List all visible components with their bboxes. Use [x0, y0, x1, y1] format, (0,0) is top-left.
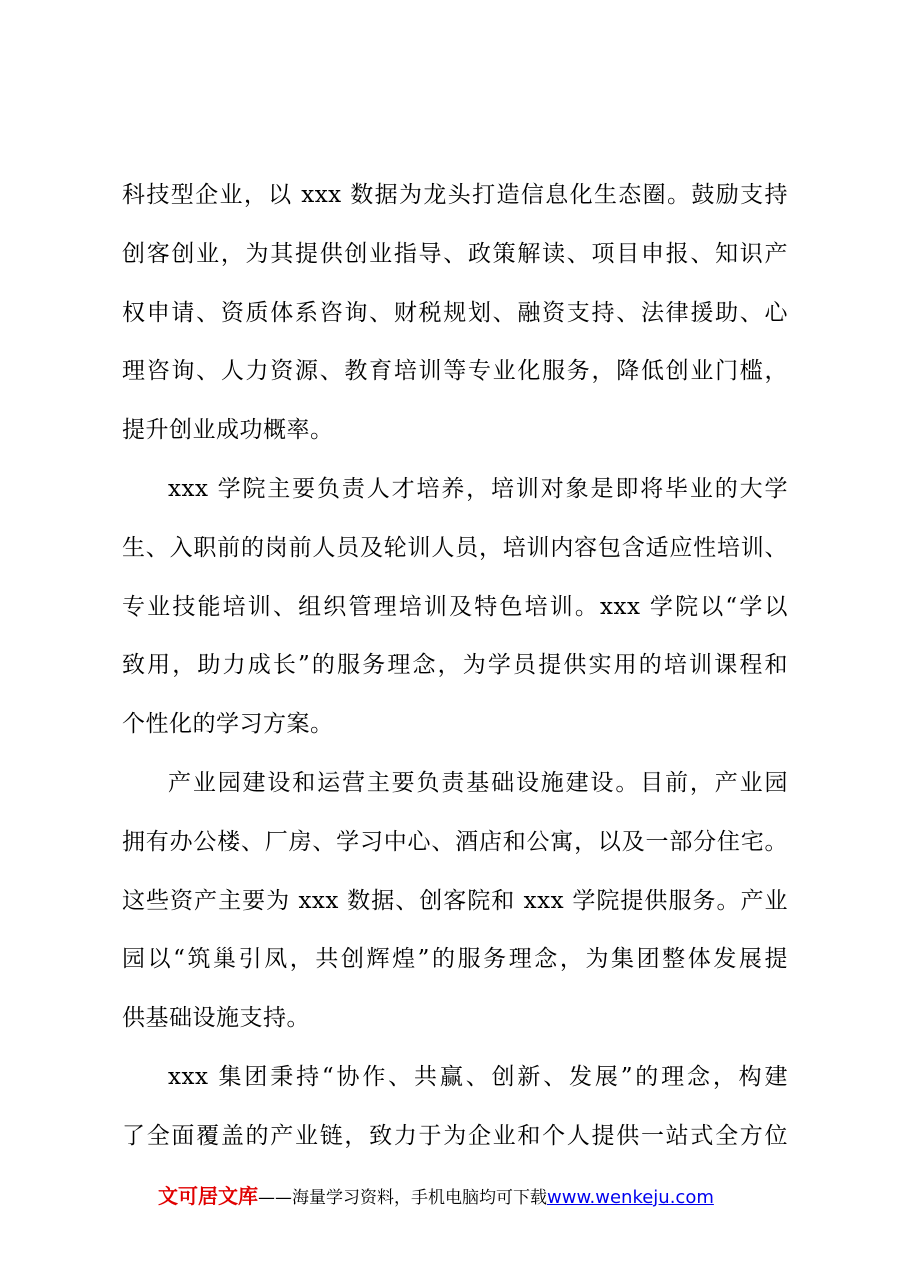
text-line: xxx 学院主要负责人才培养，培训对象是即将毕业的大学	[168, 475, 788, 502]
text-line: 个性化的学习方案。	[122, 711, 334, 738]
paragraph	[122, 466, 788, 760]
text-line: 理咨询、人力资源、教育培训等专业化服务，降低创业门槛，	[122, 358, 788, 385]
footer-banner	[158, 1180, 798, 1212]
text-line: 产业园建设和运营主要负责基础设施建设。目前，产业园	[168, 769, 788, 796]
paragraph	[122, 760, 788, 1054]
text-line: 园以“筑巢引凤，共创辉煌”的服务理念，为集团整体发展提	[122, 946, 788, 973]
text-line: 致用，助力成长”的服务理念，为学员提供实用的培训课程和	[122, 652, 788, 679]
text-line: 创客创业，为其提供创业指导、政策解读、项目申报、知识产	[122, 240, 788, 267]
text-line: 生、入职前的岗前人员及轮训人员，培训内容包含适应性培训、	[122, 534, 788, 561]
footer-brand: 文可居文库	[158, 1184, 258, 1208]
text-line: 提升创业成功概率。	[122, 417, 334, 444]
text-line: xxx 集团秉持“协作、共赢、创新、发展”的理念，构建	[168, 1063, 788, 1090]
text-line: 科技型企业，以 xxx 数据为龙头打造信息化生态圈。鼓励支持	[122, 182, 788, 208]
text-line: 权申请、资质体系咨询、财税规划、融资支持、法律援助、心	[122, 299, 788, 326]
footer-slogan: ——海量学习资料，手机电脑均可下载	[258, 1188, 547, 1208]
footer-link[interactable]: www.wenkeju.com	[547, 1187, 714, 1208]
paragraph	[122, 1054, 788, 1172]
text-line: 专业技能培训、组织管理培训及特色培训。xxx 学院以“学以	[122, 593, 788, 620]
text-line: 拥有办公楼、厂房、学习中心、酒店和公寓，以及一部分住宅。	[122, 828, 788, 855]
text-line: 这些资产主要为 xxx 数据、创客院和 xxx 学院提供服务。产业	[122, 887, 788, 914]
text-line: 了全面覆盖的产业链，致力于为企业和个人提供一站式全方位	[122, 1122, 788, 1149]
paragraph	[122, 172, 788, 466]
document-body	[122, 172, 788, 1172]
text-line: 供基础设施支持。	[122, 1005, 310, 1032]
